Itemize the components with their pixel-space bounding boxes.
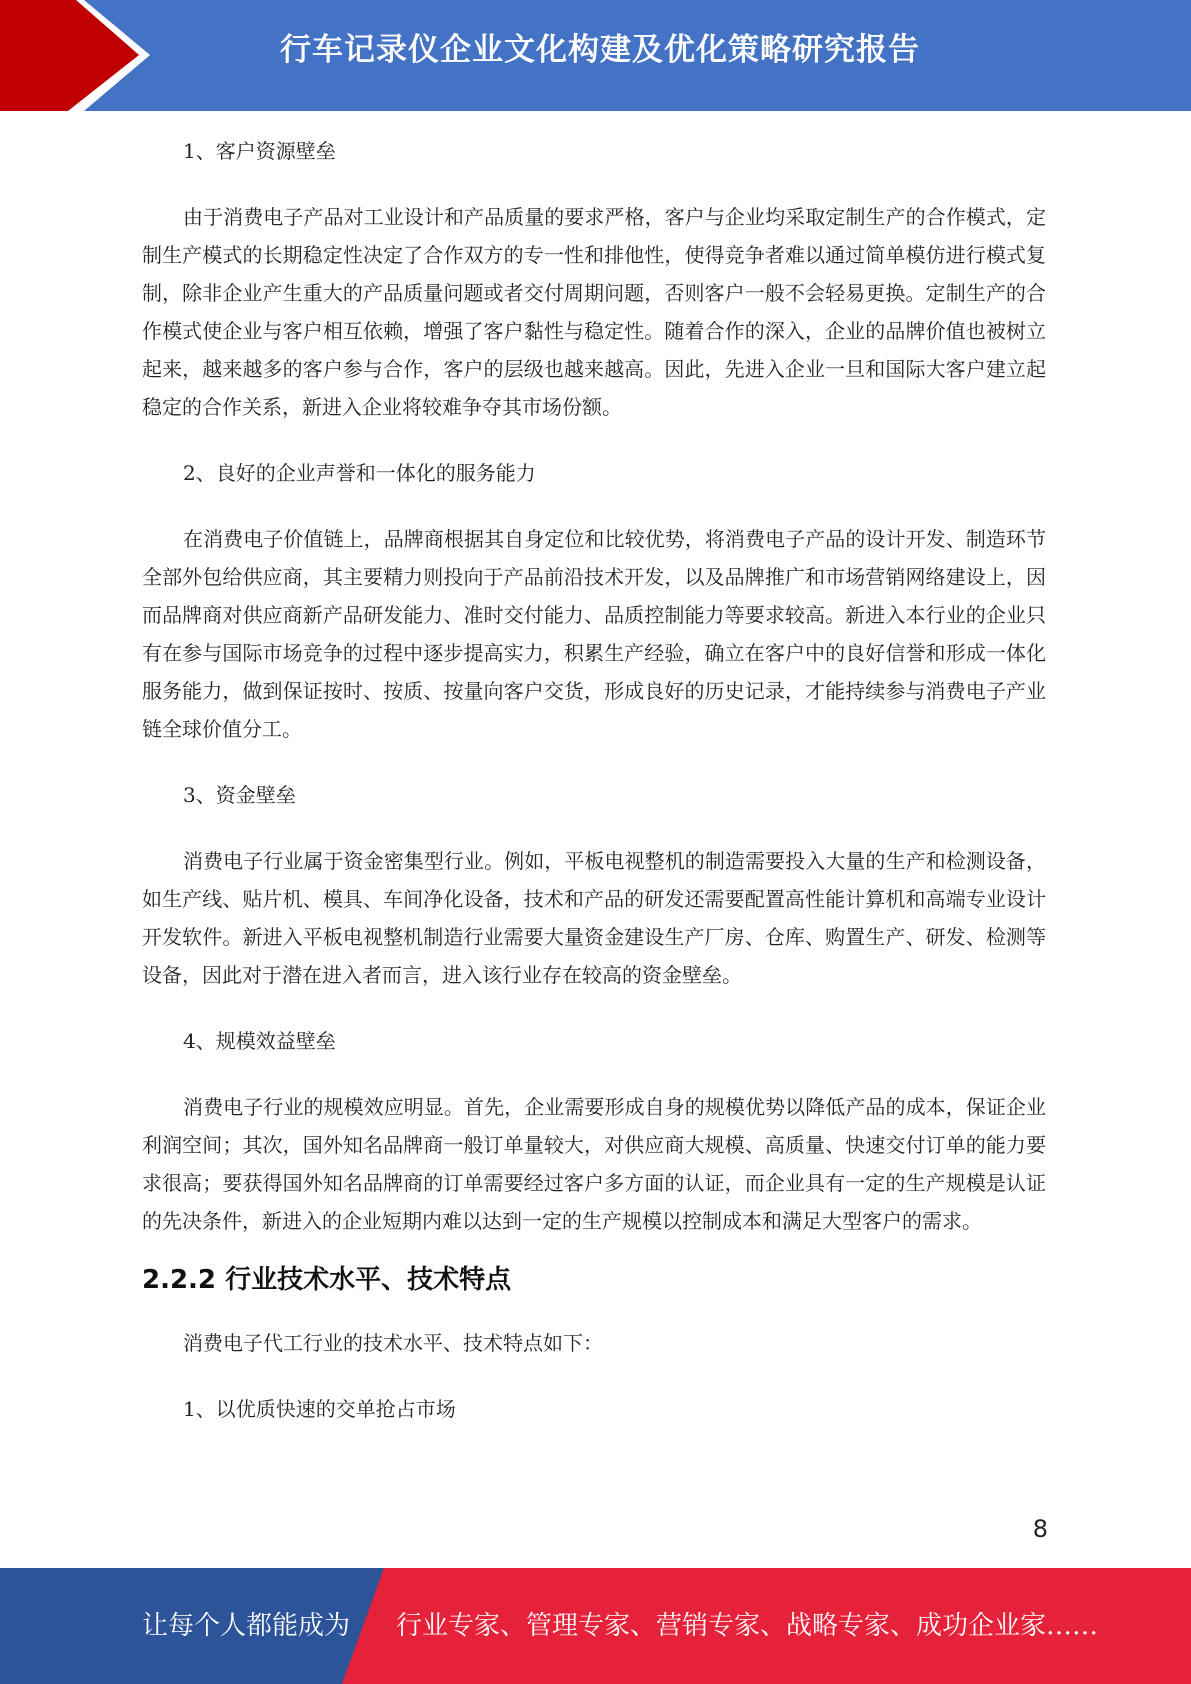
page-number: 8 bbox=[1032, 1515, 1048, 1543]
item-1-paragraph: 由于消费电子产品对工业设计和产品质量的要求严格，客户与企业均采取定制生产的合作模式，定制生产模式的长期稳定性决定了合作双方的专一性和排他性，使得竞争者难以通过简单模仿进行模式复制，除非企业产生重大的产品质量问题或者交付周期问题，否则客户一般不会轻易更换。定制生产的合作模式使企业与客户相互依赖，增强了客户黏性与稳定性。随着合作的深入，企业的品牌价值也被树立起来，越来越多的客户参与合作，客户的层级也越来越高。因此，先进入企业一旦和国际大客户建立起稳定的合作关系，新进入企业将较难争夺其市场份额。 bbox=[142, 205, 1046, 419]
item-2-paragraph: 在消费电子价值链上，品牌商根据其自身定位和比较优势，将消费电子产品的设计开发、制造环节全部外包给供应商，其主要精力则投向于产品前沿技术开发，以及品牌推广和市场营销网络建设上，因而品牌商对供应商新产品研发能力、准时交付能力、品质控制能力等要求较高。新进入本行业的企业只有在参与国际市场竞争的过程中逐步提高实力，积累生产经验，确立在客户中的良好信誉和形成一体化服务能力，做到保证按时、按质、按量向客户交货，形成良好的历史记录，才能持续参与消费电子产业链全球价值分工。 bbox=[142, 527, 1046, 741]
header-chevron-red bbox=[0, 0, 150, 111]
header-title: 行车记录仪企业文化构建及优化策略研究报告 bbox=[280, 32, 920, 68]
page-footer bbox=[0, 1568, 1191, 1684]
item-4-paragraph: 消费电子行业的规模效应明显。首先，企业需要形成自身的规模优势以降低产品的成本，保证企业利润空间；其次，国外知名品牌商一般订单量较大，对供应商大规模、高质量、快速交付订单的能力要求很高；要获得国外知名品牌商的订单需要经过客户多方面的认证，而企业具有一定的生产规模是认证的先决条件，新进入的企业短期内难以达到一定的生产规模以控制成本和满足大型客户的需求。 bbox=[142, 1095, 1046, 1233]
item-2-heading: 2、良好的企业声誉和一体化的服务能力 bbox=[183, 461, 536, 485]
item-3-heading: 3、资金壁垒 bbox=[183, 783, 296, 807]
item-3-paragraph: 消费电子行业属于资金密集型行业。例如，平板电视整机的制造需要投入大量的生产和检测设备，如生产线、贴片机、模具、车间净化设备，技术和产品的研发还需要配置高性能计算机和高端专业设计开发软件。新进入平板电视整机制造行业需要大量资金建设生产厂房、仓库、购置生产、研发、检测等设备，因此对于潜在进入者而言，进入该行业存在较高的资金壁垒。 bbox=[142, 849, 1046, 987]
section-heading: 2.2.2 行业技术水平、技术特点 bbox=[142, 1265, 512, 1295]
item-4-heading: 4、规模效益壁垒 bbox=[183, 1029, 336, 1053]
page-content bbox=[142, 132, 1046, 1428]
item-1-heading: 1、客户资源壁垒 bbox=[183, 139, 336, 163]
footer-slogan-left: 让每个人都能成为 bbox=[142, 1611, 351, 1641]
section-intro: 消费电子代工行业的技术水平、技术特点如下： bbox=[183, 1331, 603, 1355]
page-header bbox=[0, 0, 1191, 111]
tech-item-1-heading: 1、以优质快速的交单抢占市场 bbox=[183, 1397, 456, 1421]
footer-slogan-right: 行业专家、管理专家、营销专家、战略专家、成功企业家…… bbox=[396, 1611, 1099, 1641]
